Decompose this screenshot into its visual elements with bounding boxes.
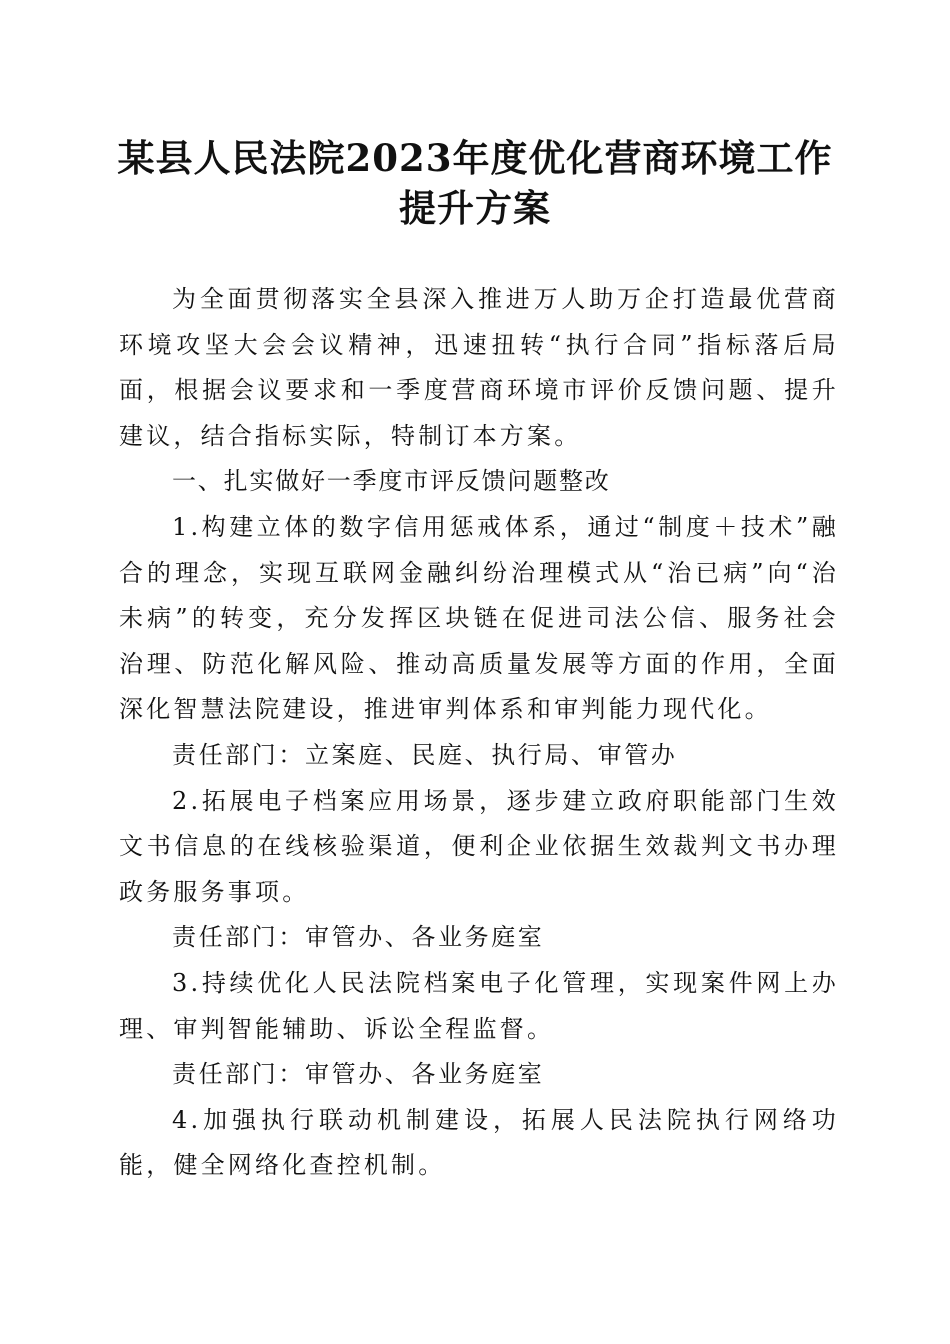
intro-paragraph: 为全面贯彻落实全县深入推进万人助万企打造最优营商环境攻坚大会会议精神，迅速扭转“执行合同”指标落后局面，根据会议要求和一季度营商环境市评价反馈问题、提升建议，结合指标实际，特制订本方案。	[119, 285, 839, 450]
document-title: 某县人民法院2023年度优化营商环境工作提升方案	[117, 136, 833, 230]
item-paragraph: 1.构建立体的数字信用惩戒体系，通过“制度＋技术”融合的理念，实现互联网金融纠纷治理模式从“治已病”向“治未病”的转变，充分发挥区块链在促进司法公信、服务社会治理、防范化解风险、推动高质量发展等方面的作用，全面深化智慧法院建设，推进审判体系和审判能力现代化。	[119, 512, 839, 724]
section-heading: 一、扎实做好一季度市评反馈问题整改	[172, 467, 611, 496]
item-paragraph: 2.拓展电子档案应用场景，逐步建立政府职能部门生效文书信息的在线核验渠道，便利企业依据生效裁判文书办理政务服务事项。	[119, 786, 839, 906]
responsible-department: 责任部门：审管办、各业务庭室	[172, 1060, 545, 1089]
document-body	[119, 277, 839, 1189]
item-paragraph: 4.加强执行联动机制建设，拓展人民法院执行网络功能，健全网络化查控机制。	[119, 1105, 839, 1180]
item-paragraph: 3.持续优化人民法院档案电子化管理，实现案件网上办理、审判智能辅助、诉讼全程监督。	[119, 968, 839, 1043]
responsible-department: 责任部门：审管办、各业务庭室	[172, 923, 545, 952]
responsible-department: 责任部门：立案庭、民庭、执行局、审管办	[172, 740, 678, 769]
